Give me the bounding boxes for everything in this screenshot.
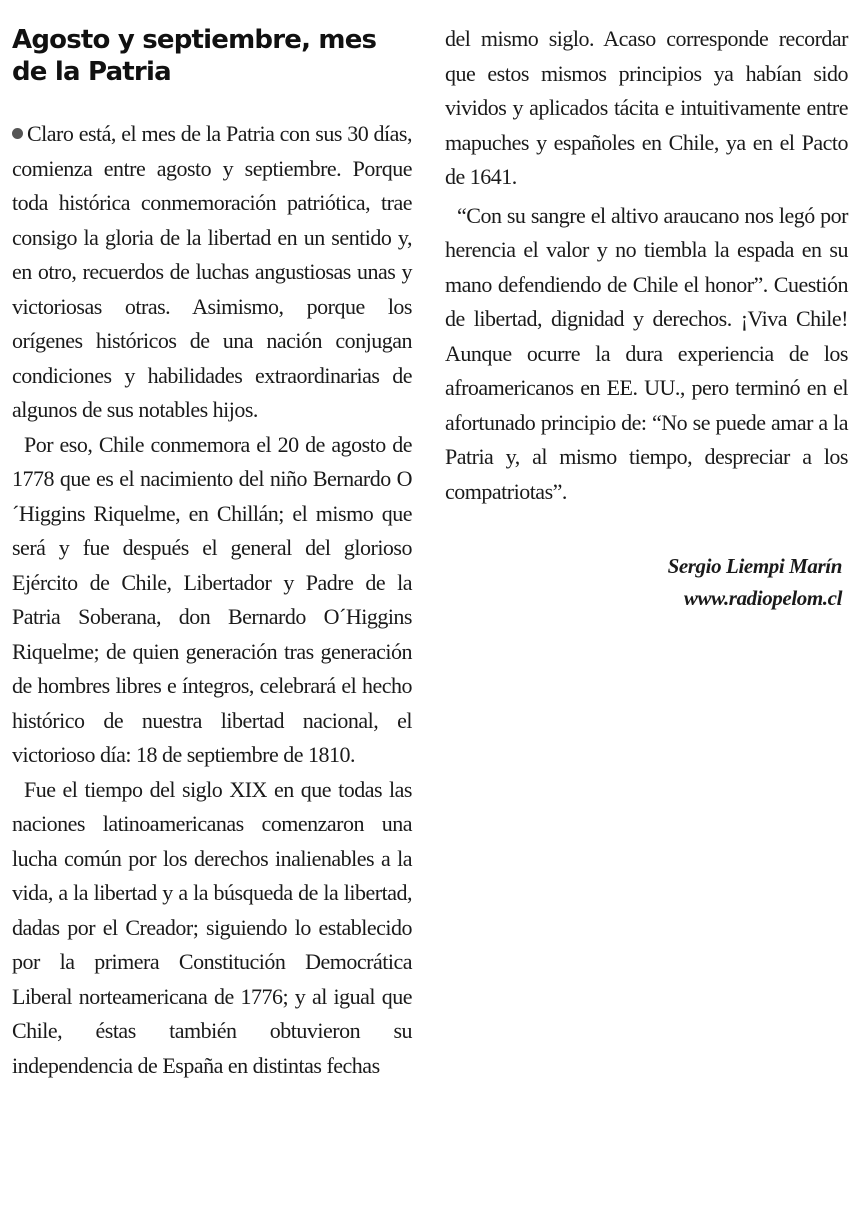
article-headline: Agosto y septiembre, mes de la Patria — [12, 25, 377, 87]
signature-block — [445, 550, 848, 614]
author-name: Sergio Liempi Marín — [667, 554, 842, 578]
right-column — [445, 22, 848, 614]
left-column — [12, 0, 412, 1083]
author-website: www.radiopelom.cl — [683, 586, 842, 610]
paragraph-3: Fue el tiempo del siglo XIX en que todas las naciones latinoamericanas comenzaron una lucha común por los derechos inalienables a la vida, a la libertad y a la búsqueda de la libertad, dadas por el Creador; siguiendo lo establecido por la primera Constitución Democrática Liberal norteamericana de 1776; y al igual que Chile, éstas también obtuvieron su independencia de España en distintas fechas — [12, 776, 412, 1078]
paragraph-1-text: Claro está, el mes de la Patria con sus 30 días, comienza entre agosto y septiembre. Porque toda histórica conmemoración patriótica, trae consigo la gloria de la libertad en un sentido y, en otro, recuerdos de luchas angustiosas unas y victoriosas otras. Asimismo, porque los orígenes históricos de una nación conjugan condiciones y habilidades extraordinarias de algunos de sus notables hijos. — [12, 121, 412, 422]
paragraph-2: Por eso, Chile conmemora el 20 de agosto de 1778 que es el nacimiento del niño Bernardo O´Higgins Riquelme, en Chillán; el mismo que será y fue después el general del glorioso Ejército de Chile, Libertador y Padre de la Patria Soberana, don Bernardo O´Higgins Riquelme; de quien generación tras generación de hombres libres e íntegros, celebrará el hecho histórico de nuestra libertad nacional, el victorioso día: 18 de septiembre de 1810. — [12, 431, 412, 767]
bullet-icon — [12, 128, 23, 139]
paragraph-5: “Con su sangre el altivo araucano nos legó por herencia el valor y no tiembla la espada en su mano defendiendo de Chile el honor”. Cuestión de libertad, dignidad y derechos. ¡Viva Chile! Aunque ocurre la dura experiencia de los afroamericanos en EE. UU., pero terminó en el afortunado principio de: “No se puede amar a la Patria y, al mismo tiempo, despreciar a los compatriotas”. — [445, 202, 848, 504]
paragraph-1 — [12, 117, 412, 428]
paragraph-4: del mismo siglo. Acaso corresponde recordar que estos mismos principios ya habían sido vividos y aplicados tácita e intuitivamente entre mapuches y españoles en Chile, ya en el Pacto de 1641. — [445, 26, 848, 189]
